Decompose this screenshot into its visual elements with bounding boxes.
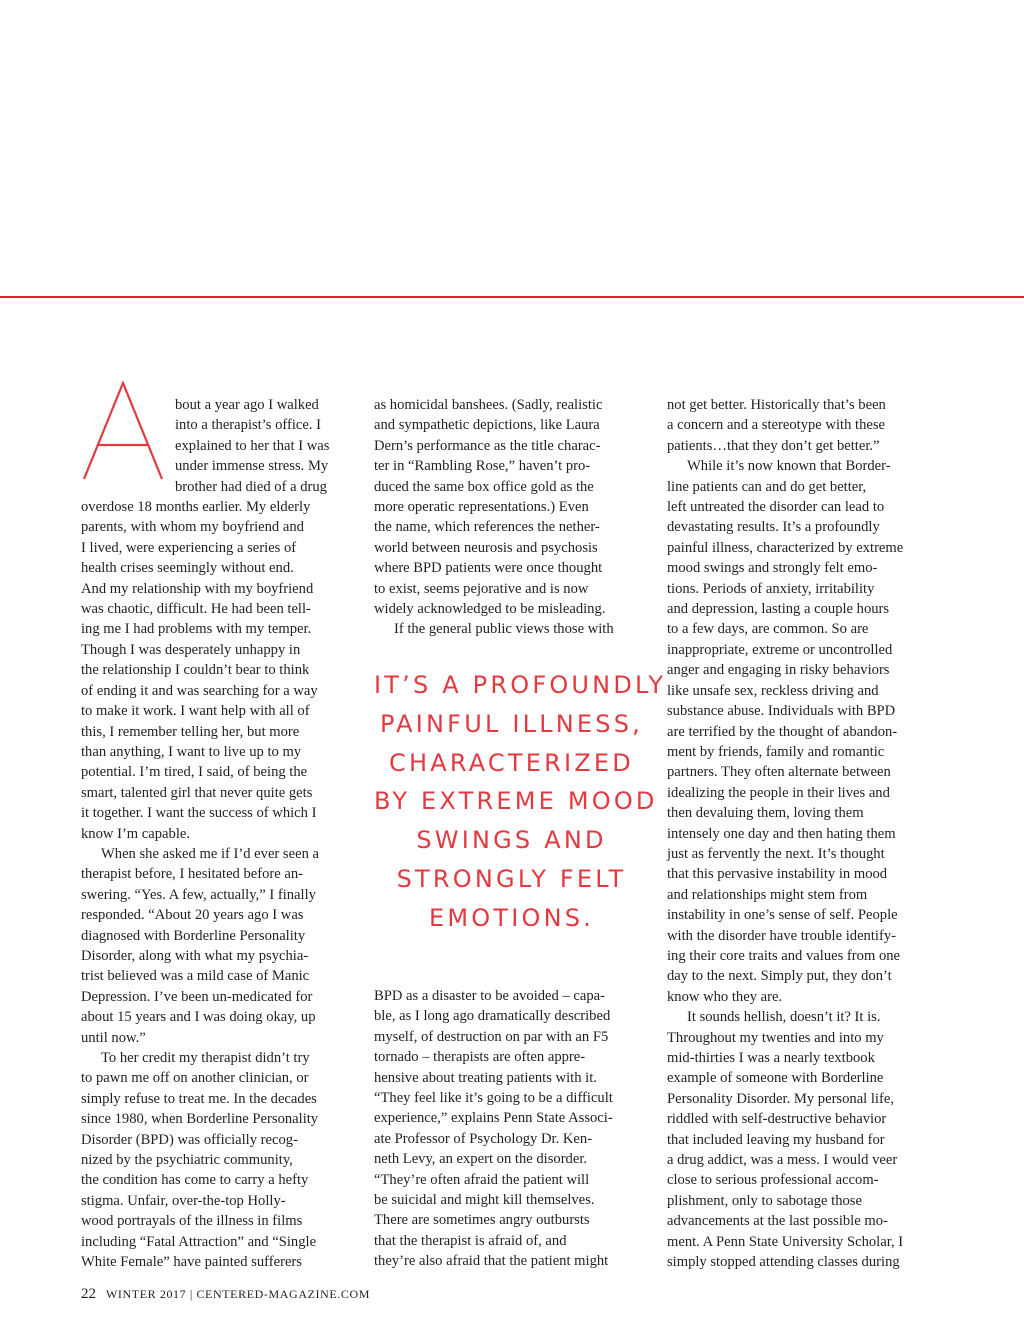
text-line: SWINGS AND (416, 826, 607, 855)
text-line: neth Levy, an expert on the disorder. (374, 1151, 588, 1168)
text-line: responded. “About 20 years ago I was (81, 907, 304, 924)
text-line: it together. I want the success of which I (81, 805, 317, 822)
text-line: therapist before, I hesitated before an- (81, 866, 304, 883)
text-line: stigma. Unfair, over-the-top Holly- (81, 1192, 286, 1209)
text-line: mid-thirties I was a nearly textbook (667, 1050, 875, 1066)
text-line: than anything, I want to live up to my (81, 743, 302, 760)
text-line: widely acknowledged to be misleading. (374, 601, 606, 618)
paragraph-2 (81, 844, 353, 1048)
paragraph-6 (667, 456, 943, 1007)
text-line: Personality Disorder. My personal life, (667, 1090, 894, 1107)
text-line: and depression, lasting a couple hours (667, 601, 890, 618)
text-line: know I’m capable. (81, 825, 191, 842)
text-line: Throughout my twenties and into my (667, 1029, 884, 1046)
text-line: to exist, seems pejorative and is now (374, 580, 589, 597)
text-line: tornado – therapists are often appre- (374, 1049, 586, 1066)
text-line: since 1980, when Borderline Personality (81, 1111, 319, 1128)
text-line: ate Professor of Psychology Dr. Ken- (374, 1130, 593, 1147)
text-line: “They feel like it’s going to be a difficult (374, 1090, 613, 1107)
text-line: painful illness, characterized by extreme (667, 539, 904, 556)
text-line: world between neurosis and psychosis (374, 539, 598, 556)
text-line: with the disorder have trouble identify- (667, 927, 896, 944)
text-line: partners. They often alternate between (667, 764, 891, 781)
text-line: simply refuse to treat me. In the decades (81, 1090, 317, 1107)
text-line: Though I was desperately unhappy in (81, 641, 301, 658)
text-line: example of someone with Borderline (667, 1070, 884, 1087)
text-line: to pawn me off on another clinician, or (81, 1070, 309, 1087)
text-line: that included leaving my husband for (667, 1131, 885, 1148)
text-line: to make it work. I want help with all of (81, 703, 310, 720)
text-line: and relationships might stem from (667, 886, 868, 903)
text-line: into a therapist’s office. I (175, 417, 322, 434)
text-line: the condition has come to carry a hefty (81, 1172, 309, 1189)
text-line: idealizing the people in their lives and (667, 784, 890, 801)
text-line: nized by the psychiatric community, (81, 1152, 293, 1169)
text-line: this, I remember telling her, but more (81, 723, 300, 740)
text-line: until now.” (81, 1029, 146, 1046)
text-line: smart, talented girl that never quite gets (81, 784, 313, 801)
paragraph-5-start (374, 619, 649, 639)
text-line: Dern’s performance as the title charac- (374, 437, 601, 454)
text-line: trist believed was a mild case of Manic (81, 968, 310, 985)
text-line: hensive about treating patients with it. (374, 1069, 597, 1086)
article-column-2-top (374, 395, 649, 640)
text-line: explained to her that I was (175, 437, 330, 454)
page-number: 22 (81, 1286, 96, 1302)
paragraph-1-continued (81, 497, 353, 844)
text-line: more operatic representations.) Even (374, 499, 589, 516)
text-line: they’re also afraid that the patient might (374, 1253, 609, 1270)
text-line: health crises seemingly without end. (81, 560, 294, 577)
text-line: instability in one’s sense of self. People (667, 907, 898, 924)
text-line: CHARACTERIZED (389, 748, 634, 777)
text-line: BY EXTREME MOOD (374, 787, 658, 816)
text-line: Disorder, along with what my psychia- (81, 947, 309, 964)
text-line: parents, with whom my boyfriend and (81, 519, 304, 536)
text-line: are terrified by the thought of abandon- (667, 723, 898, 740)
text-line: “They’re often afraid the patient will (374, 1171, 590, 1188)
text-line: advancements at the last possible mo- (667, 1213, 888, 1230)
text-line: simply stopped attending classes during (667, 1254, 900, 1271)
text-line: ing their core traits and values from one (667, 947, 901, 964)
text-line: be suicidal and might kill themselves. (374, 1192, 595, 1209)
text-line: anger and engaging in risky behaviors (667, 662, 890, 679)
article-column-1 (81, 395, 353, 1272)
text-line: not get better. Historically that’s been (667, 397, 886, 413)
opening-lines (81, 395, 353, 497)
text-line: ing me I had problems with my temper. (81, 621, 312, 638)
text-line: including “Fatal Attraction” and “Single (81, 1233, 317, 1250)
text-line: close to serious professional accom- (667, 1172, 879, 1189)
text-line: IT’S A PROFOUNDLY (374, 671, 667, 699)
text-line: substance abuse. Individuals with BPD (667, 703, 896, 720)
text-line: And my relationship with my boyfriend (81, 580, 314, 597)
text-line: know who they are. (667, 988, 783, 1005)
text-line: There are sometimes angry outbursts (374, 1212, 590, 1229)
text-line: myself, of destruction on par with an F5 (374, 1028, 609, 1045)
text-line: where BPD patients were once thought (374, 560, 603, 577)
text-line: then devaluing them, loving them (667, 805, 864, 822)
text-line: mood swings and strongly felt emo- (667, 560, 878, 577)
text-line: ble, as I long ago dramatically described (374, 1008, 611, 1025)
text-line: ment. A Penn State University Scholar, I (667, 1233, 904, 1250)
text-line: wood portrayals of the illness in films (81, 1213, 303, 1230)
text-line: plishment, only to sabotage those (667, 1192, 862, 1209)
text-line: like unsafe sex, reckless driving and (667, 682, 879, 699)
text-line: STRONGLY FELT (396, 864, 627, 893)
text-line: ter in “Rambling Rose,” haven’t pro- (374, 458, 591, 475)
header-divider-line (0, 296, 1024, 298)
text-line: a concern and a stereotype with these (667, 417, 886, 434)
text-line: potential. I’m tired, I said, of being the (81, 764, 308, 781)
text-line: was chaotic, difficult. He had been tell- (81, 601, 311, 618)
text-line: diagnosed with Borderline Personality (81, 927, 306, 944)
page-footer (81, 1285, 370, 1303)
text-line: left untreated the disorder can lead to (667, 499, 885, 516)
text-line: It sounds hellish, doesn’t it? It is. (687, 1009, 881, 1026)
pull-quote (374, 666, 667, 938)
text-line: tions. Periods of anxiety, irritability (667, 580, 875, 597)
text-line: under immense stress. My (175, 458, 329, 475)
text-line: overdose 18 months earlier. My elderly (81, 499, 311, 516)
text-line: EMOTIONS. (428, 903, 594, 932)
text-line: of ending it and was searching for a way (81, 682, 318, 699)
text-line: patients…that they don’t get better.” (667, 437, 880, 454)
paragraph-5-end (667, 395, 943, 456)
text-line: While it’s now known that Border- (687, 458, 891, 475)
text-line: brother had died of a drug (175, 478, 327, 495)
paragraph-7 (667, 1007, 943, 1272)
text-line: BPD as a disaster to be avoided – capa- (374, 988, 605, 1004)
text-line: that the therapist is afraid of, and (374, 1232, 567, 1249)
text-line: just as fervently the next. It’s thought (667, 845, 885, 862)
paragraph-3 (81, 1048, 353, 1272)
text-line: experience,” explains Penn State Associ- (374, 1110, 613, 1127)
text-line: Depression. I’ve been un-medicated for (81, 988, 313, 1005)
text-line: that this pervasive instability in mood (667, 866, 888, 883)
paragraph-4 (374, 395, 649, 619)
text-line: swering. “Yes. A few, actually,” I finally (81, 886, 316, 903)
text-line: riddled with self-destructive behavior (667, 1111, 887, 1128)
text-line: I lived, were experiencing a series of (81, 539, 297, 556)
text-line: line patients can and do get better, (667, 478, 867, 495)
text-line: inappropriate, extreme or uncontrolled (667, 641, 893, 658)
text-line: day to the next. Simply put, they don’t (667, 968, 892, 985)
article-column-2-bottom (374, 986, 649, 1272)
text-line: about 15 years and I was doing okay, up (81, 1009, 316, 1026)
text-line: as homicidal banshees. (Sadly, realistic (374, 397, 603, 413)
text-line: Disorder (BPD) was officially recog- (81, 1131, 298, 1148)
text-line: intensely one day and then hating them (667, 825, 896, 842)
text-line: White Female” have painted sufferers (81, 1254, 302, 1271)
paragraph-5-continued (374, 986, 649, 1272)
text-line: the name, which references the nether- (374, 519, 600, 536)
text-line: When she asked me if I’d ever seen a (101, 845, 319, 862)
text-line: bout a year ago I walked (175, 397, 319, 413)
text-line: to a few days, are common. So are (667, 621, 869, 638)
text-line: the relationship I couldn’t bear to think (81, 662, 310, 679)
issue-and-website: WINTER 2017 | CENTERED-MAGAZINE.COM (106, 1287, 371, 1301)
article-column-3 (667, 395, 943, 1272)
text-line: If the general public views those with (394, 621, 614, 638)
text-line: PAINFUL ILLNESS, (380, 709, 643, 738)
text-line: To her credit my therapist didn’t try (101, 1050, 310, 1066)
text-line: devastating results. It’s a profoundly (667, 519, 880, 536)
text-line: and sympathetic depictions, like Laura (374, 417, 600, 434)
text-line: ment by friends, family and romantic (667, 743, 885, 760)
text-line: duced the same box office gold as the (374, 478, 594, 495)
text-line: a drug addict, was a mess. I would veer (667, 1152, 898, 1169)
